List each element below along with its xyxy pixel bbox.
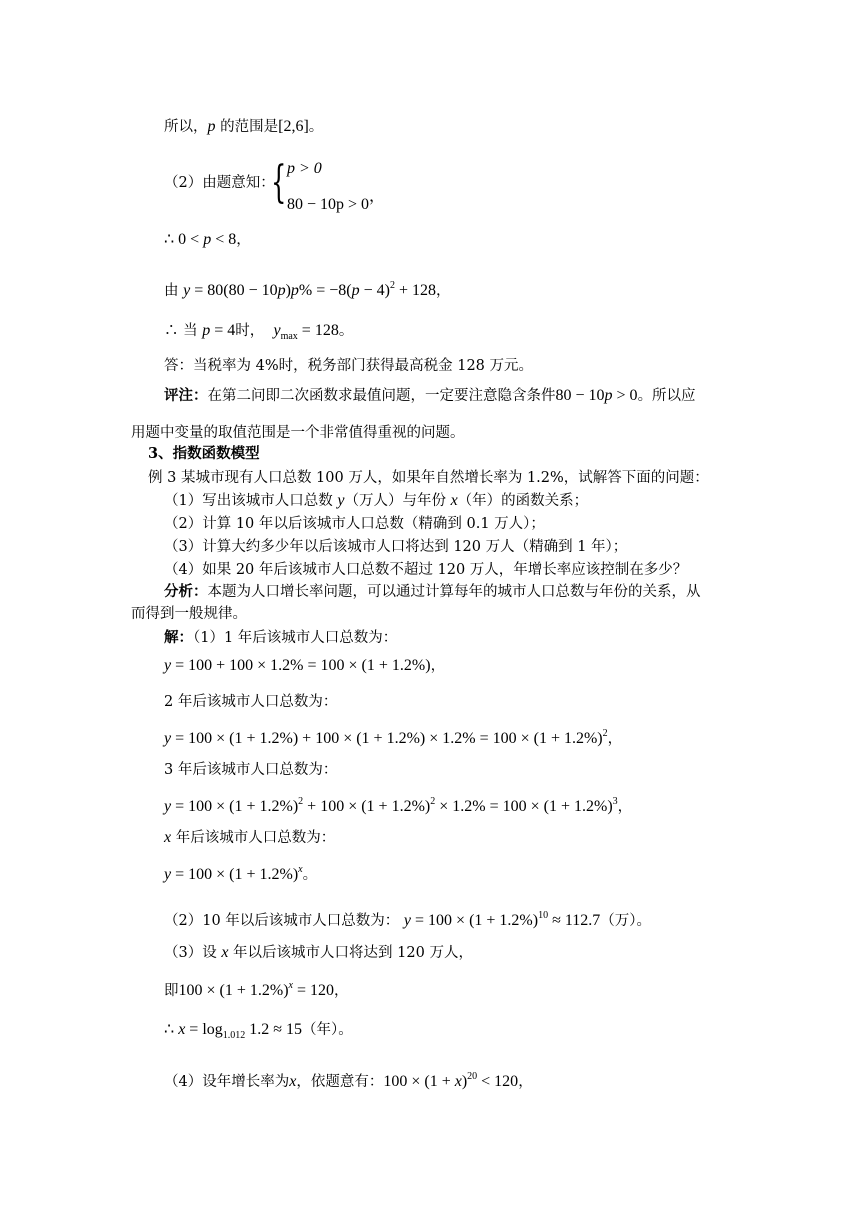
part-3-equation: 即$100 \times (1 + 1.2\%)^x = 120$， [164,980,349,999]
question-2: （2）计算 10 年以后该城市人口总数（精确到 0.1 万人）； [164,516,545,532]
question-1: （1）写出该城市人口总数 y（万人）与年份 x（年）的函数关系； [164,492,589,509]
comment-line: 评注：在第二问即二次函数求最值问题，一定要注意隐含条件80 − 10p > 0。所以应 [164,387,696,404]
part-2-result: （2）10 年以后该城市人口总数为： $y = 100 \times (1 + 1.2\%)^{10} \approx 112.7$（万）。 [164,910,652,929]
example-statement: 例 3 某城市现有人口总数 100 万人，如果年自然增长率为 1.2%，试解答下面的问题： [148,470,709,486]
formula-year-1: y = 100 + 100 × 1.2% = 100 × (1 + 1.2%)， [164,657,446,674]
question-3: （3）计算大约多少年以后该城市人口将达到 120 万人（精确到 1 年）； [164,539,628,555]
inequality-row-1: p > 0 [287,160,322,177]
formula-year-x: $y = 100 \times (1 + 1.2\%)^x$。 [164,864,318,883]
left-brace-icon: { [271,157,287,208]
comment-continuation: 用题中变量的取值范围是一个非常值得重视的问题。 [131,425,465,441]
solution-line: 解：（1）1 年后该城市人口总数为： [164,629,398,646]
section-heading: 3、指数函数模型 [148,445,260,462]
p-range-line: 所以，p 的范围是[2,6]。 [164,118,324,135]
inequality-row-2: 80 − 10p > 0， [287,188,386,213]
p-interval-line: ∴ 0 < p < 8， [164,231,251,248]
year-2-label: 2 年后该城市人口总数为： [164,694,338,710]
part-3-setup: （3）设 x 年以后该城市人口将达到 120 万人， [164,944,473,961]
formula-year-2: $y = 100 \times (1 + 1.2\%) + 100 \times (1 + 1.2\%) \times 1.2\% = 100 \times (1 + 1.2\%)^2$， [164,728,623,747]
year-x-label: x 年后该城市人口总数为： [164,829,336,846]
max-value-line: ∴ 当 p = 4时， $y_{max} = 128$。 [164,322,354,342]
question-4: （4）如果 20 年后该城市人口总数不超过 120 万人，年增长率应该控制在多少？ [164,562,688,578]
part-4-setup: （4）设年增长率为x，依题意有：$100 \times (1 + x)^{20} < 120$， [164,1071,533,1090]
formula-year-3: $y = 100 \times (1 + 1.2\%)^2 + 100 \times (1 + 1.2\%)^2 \times 1.2\% = 100 \times (1 + 1.2\%)^3$， [164,796,633,815]
condition-label: （2）由题意知： [164,175,275,191]
year-3-label: 3 年后该城市人口总数为： [164,762,338,778]
answer-line: 答：当税率为 4%时，税务部门获得最高税金 128 万元。 [164,358,534,374]
part-3-result: ∴ $x = \log_{1.012} 1.2 \approx 15$（年）。 [164,1021,353,1041]
tax-function-line: 由 $y = 80(80 - 10p)p\% = -8(p - 4)^2 + 128$， [164,280,451,299]
analysis-continuation: 而得到一般规律。 [131,606,247,622]
analysis-line: 分析：本题为人口增长率问题，可以通过计算每年的城市人口总数与年份的关系，从 [164,583,701,600]
